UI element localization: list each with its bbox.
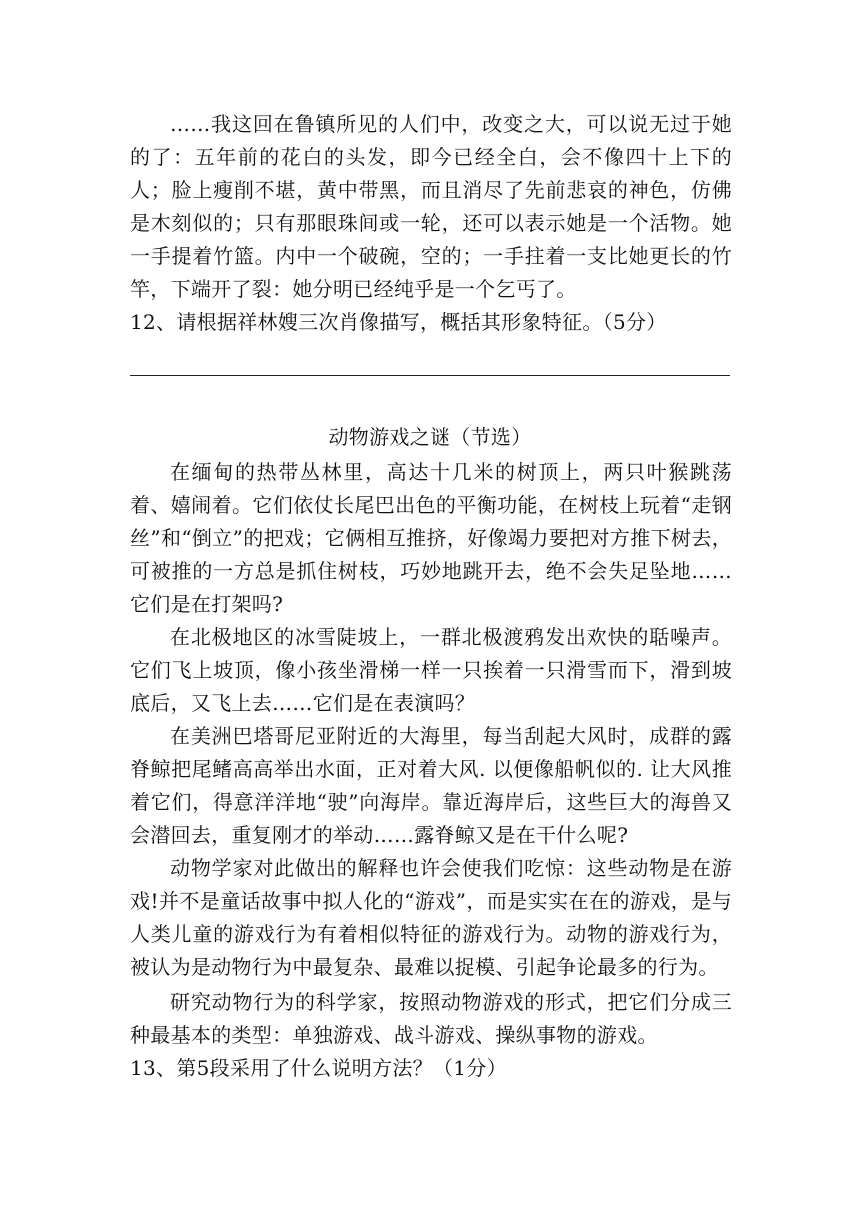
- question-12: 12、请根据祥林嫂三次肖像描写，概括其形象特征。（5分）: [130, 310, 667, 334]
- article-body: [130, 456, 732, 1085]
- section-divider: [130, 375, 730, 376]
- excerpt-section: [130, 108, 732, 339]
- question-13: 13、第5段采用了什么说明方法？（1分）: [130, 1056, 507, 1080]
- article-title: 动物游戏之谜（节选）: [328, 425, 532, 449]
- excerpt-paragraph: ……我这回在鲁镇所见的人们中，改变之大，可以说无过于她的了：五年前的花白的头发，即今已经全白，会不像四十上下的人；脸上瘦削不堪，黄中带黑，而且消尽了先前悲哀的神色，仿佛是木刻似的；只有那眼珠间或一轮，还可以表示她是一个活物。她一手提着竹篮。内中一个破碗，空的；一手拄着一支比她更长的竹竿，下端开了裂：她分明已经纯乎是一个乞丐了。: [130, 112, 732, 301]
- article-paragraph-2: 在北极地区的冰雪陡坡上，一群北极渡鸦发出欢快的聒噪声。它们飞上坡顶，像小孩坐滑梯一样一只挨着一只滑雪而下，滑到坡底后，又飞上去……它们是在表演吗？: [130, 625, 732, 715]
- article-paragraph-1: 在缅甸的热带丛林里，高达十几米的树顶上，两只叶猴跳荡着、嬉闹着。它们依仗长尾巴出色的平衡功能，在树枝上玩着“走钢丝”和“倒立”的把戏；它俩相互推挤，好像竭力要把对方推下树去，可被推的一方总是抓住树枝，巧妙地跳开去，绝不会失足坠地……它们是在打架吗?: [130, 460, 732, 616]
- article-paragraph-5: 研究动物行为的科学家，按照动物游戏的形式，把它们分成三种最基本的类型：单独游戏、战斗游戏、操纵事物的游戏。: [130, 990, 732, 1047]
- article-paragraph-4: 动物学家对此做出的解释也许会使我们吃惊：这些动物是在游戏!并不是童话故事中拟人化的“游戏”，而是实实在在的游戏，是与人类儿童的游戏行为有着相似特征的游戏行为。动物的游戏行为，被认为是动物行为中最复杂、最难以捉模、引起争论最多的行为。: [130, 856, 732, 979]
- article-paragraph-3: 在美洲巴塔哥尼亚附近的大海里，每当刮起大风时，成群的露脊鲸把尾鳍高高举出水面，正对着大风. 以便像船帆似的. 让大风推着它们，得意洋洋地“驶”向海岸。靠近海岸后，这些巨大的海兽又会潜回去，重复刚才的举动……露脊鲸又是在干什么呢?: [130, 724, 732, 847]
